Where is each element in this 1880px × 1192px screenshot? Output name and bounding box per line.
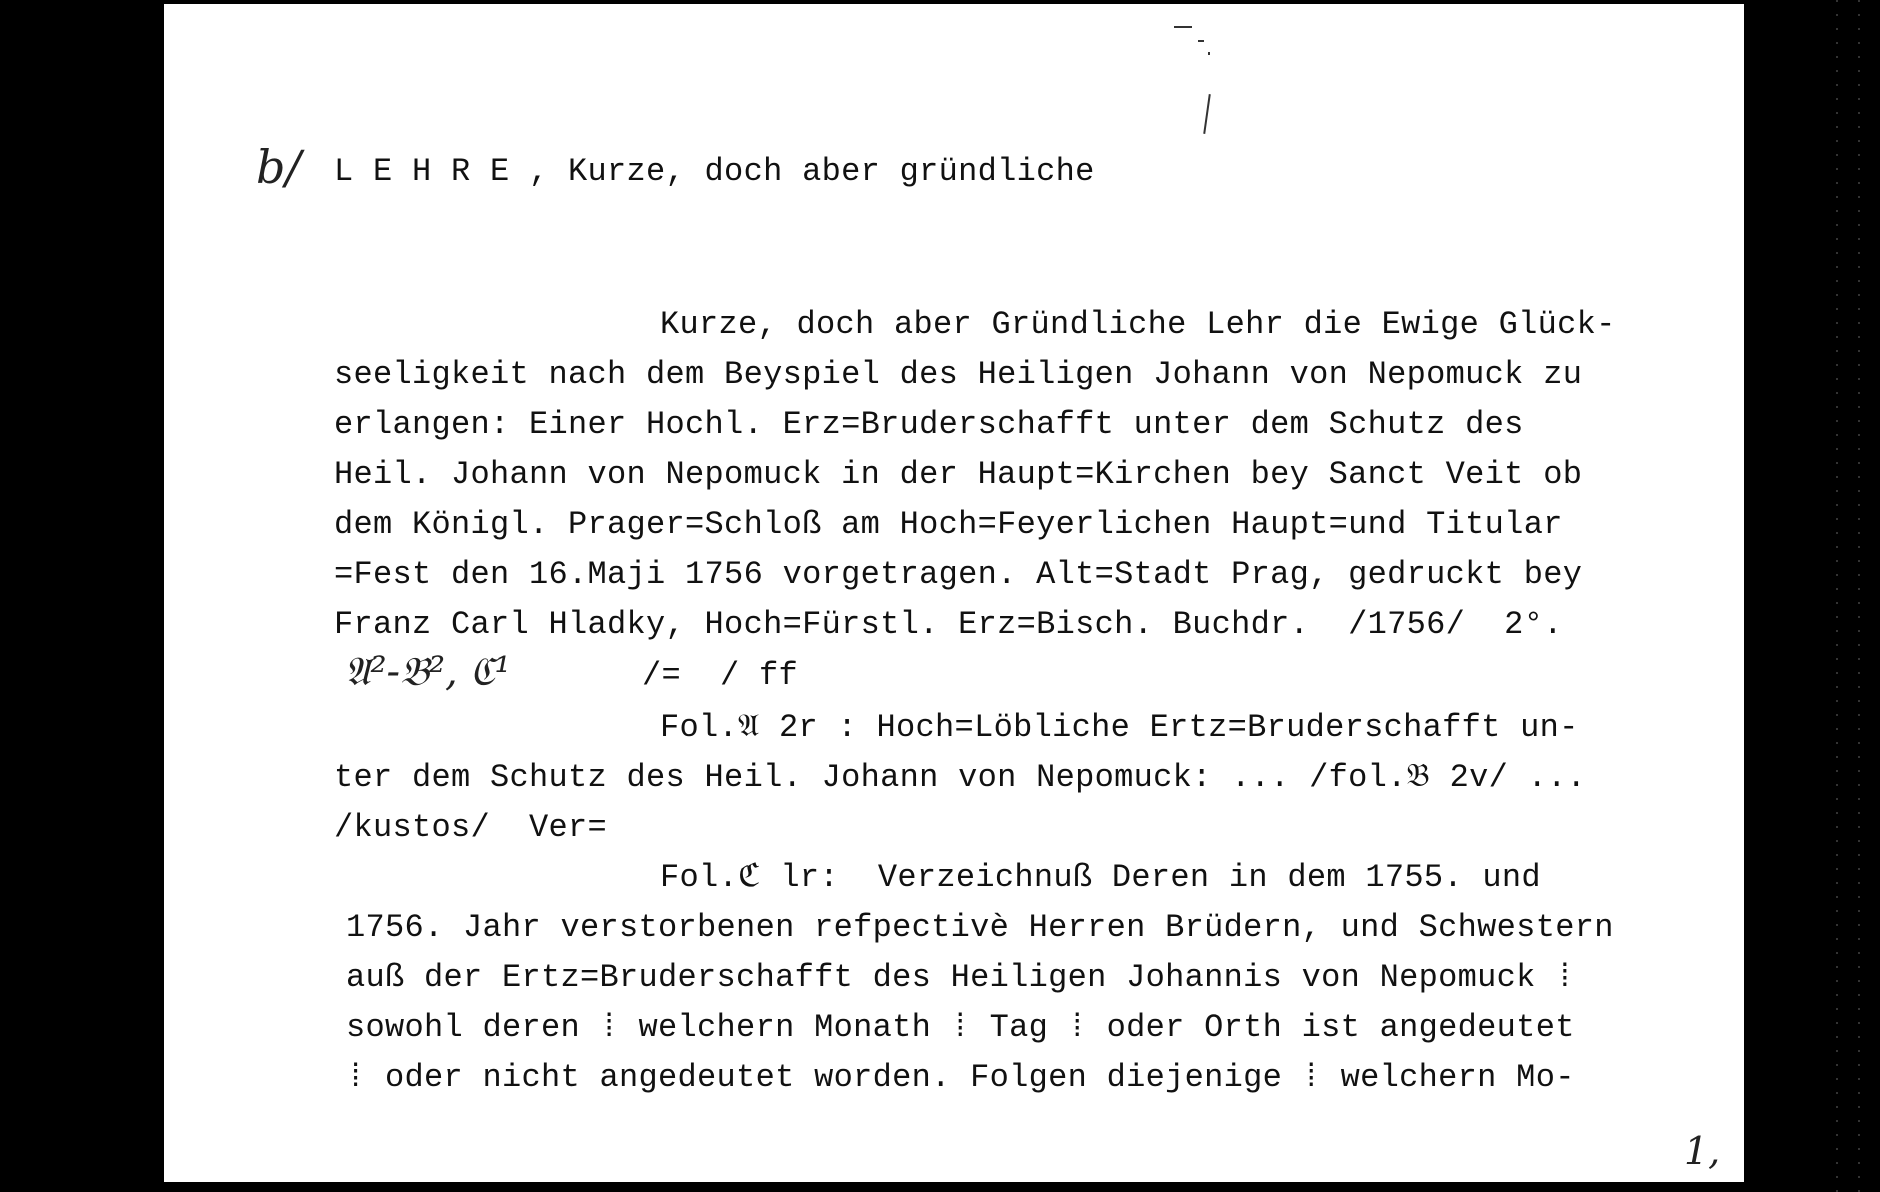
text-line: 1756. Jahr verstorbenen refpectivè Herren Brüdern, und Schwestern <box>346 909 1614 946</box>
catalog-card <box>164 4 1744 1182</box>
text-line: ter dem Schutz des Heil. Johann von Nepomuck: ... /fol.𝔅 2v/ ... <box>334 759 1587 796</box>
scan-edge-dots <box>1836 0 1838 1192</box>
collation-typed: /= / ff <box>642 657 799 694</box>
text-line: sowohl deren ⁞ welchern Monath ⁞ Tag ⁞ oder Orth ist angedeutet <box>346 1009 1575 1046</box>
text-line: Fol.𝔄 2r : Hoch=Löbliche Ertz=Bruderschafft un- <box>660 709 1579 746</box>
text-line: erlangen: Einer Hochl. Erz=Bruderschafft unter dem Schutz des <box>334 406 1524 443</box>
text-line: =Fest den 16.Maji 1756 vorgetragen. Alt=Stadt Prag, gedruckt bey <box>334 556 1583 593</box>
card-heading: L E H R E , Kurze, doch aber gründliche <box>334 153 1095 190</box>
page-number-handwritten: 1, <box>1684 1129 1721 1173</box>
collation-handwritten: 𝔄²-𝔅², ℭ¹ <box>344 649 511 695</box>
text-line: Fol.ℭ lr: Verzeichnuß Deren in dem 1755. und <box>660 859 1541 896</box>
text-line: ⁞ oder nicht angedeutet worden. Folgen diejenige ⁞ welchern Mo- <box>346 1059 1575 1096</box>
smudge-mark <box>1198 40 1204 42</box>
smudge-mark <box>1208 52 1210 55</box>
text-line: Kurze, doch aber Gründliche Lehr die Ewige Glück- <box>660 306 1616 343</box>
text-line: auß der Ertz=Bruderschafft des Heiligen Johannis von Nepomuck ⁞ <box>346 959 1575 996</box>
scan-edge-dots <box>1858 0 1860 1192</box>
text-line: Franz Carl Hladky, Hoch=Fürstl. Erz=Bisch. Buchdr. /1756/ 2°. <box>334 606 1563 643</box>
text-line: dem Königl. Prager=Schloß am Hoch=Feyerlichen Haupt=und Titular <box>334 506 1563 543</box>
text-line: /kustos/ Ver= <box>334 809 608 846</box>
text-line: Heil. Johann von Nepomuck in der Haupt=Kirchen bey Sanct Veit ob <box>334 456 1583 493</box>
text-line: seeligkeit nach dem Beyspiel des Heiligen Johann von Nepomuck zu <box>334 356 1583 393</box>
shelfmark-handwritten: b/ <box>256 140 301 194</box>
smudge-mark <box>1174 26 1192 28</box>
pencil-stroke <box>1203 94 1211 134</box>
